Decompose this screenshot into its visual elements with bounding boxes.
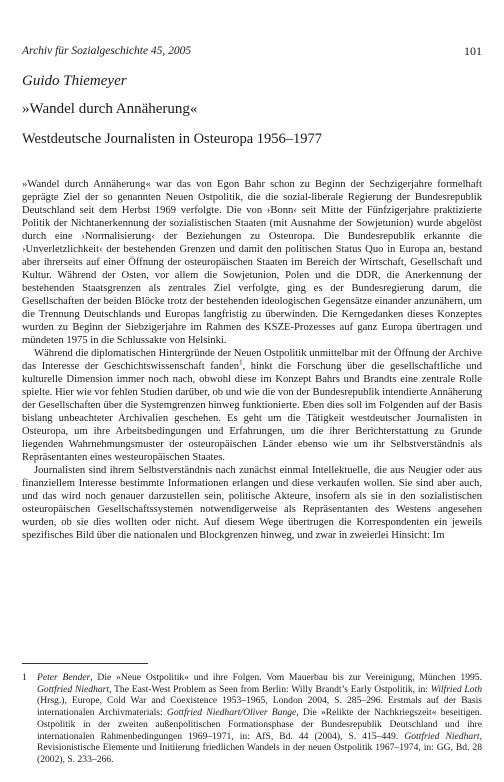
footnote-author: Gottfried Niedhart bbox=[404, 730, 480, 742]
article-author: Guido Thiemeyer bbox=[22, 73, 127, 89]
footnote-number: 1 bbox=[22, 672, 27, 683]
paragraph-3: Journalisten sind ihrem Selbstverständnis nach zunächst einmal Intellektuelle, die aus Neugier oder aus finanziellem Interesse bestimmte Informationen erlangen und diese verkaufen wollen. Sie sind aber auch, und das wird noch genauer darzustellen sein, politische Akteure, insofern als sie in den sozialistischen osteuropäischen Gesellschaftssystemen notwendigerweise als Repräsentanten des Westens angesehen wurden, ob sie dies wollten oder nicht. Auf diesem Wege übertrugen die Korrespondenten ein jeweils spezifisches Bild über die nationalen und Blockgrenzen hinweg, und zwar in zweierlei Hinsicht: Im bbox=[22, 465, 482, 541]
footnote-1 bbox=[22, 672, 482, 766]
paragraph-2-text-b: , hinkt die Forschung über die gesellschaftliche und kulturelle Dimension immer noch nach, obwohl diese im Konzept Bahrs und Brandts eine zentrale Rolle spielte. Hier wie vor fehlen Studien darüber, ob und wie die von der Bundesrepublik intendierte Annäherung der Gesellschaften über die Systemgrenzen hinweg funktionierte. Eben dies soll im Folgenden auf der Basis bislang unbeachteter Archivalien geschehen. Es geht um die Tätigkeit westdeutscher Journalisten in Osteuropa, um ihre Arbeitsbedingungen und Erfahrungen, um die ihrer Berichterstattung zu Grunde liegenden Wahrnehmungsmuster der osteuropäischen Länder ebenso wie um ihr Selbstverständnis als Repräsentanten eines westeuropäischen Staates. bbox=[22, 361, 483, 463]
paragraph-2 bbox=[22, 347, 482, 464]
paragraph-1: »Wandel durch Annäherung« war das von Egon Bahr schon zu Beginn der Sechzigerjahre formelhaft geprägte Ziel der so genannten Neuen Ostpolitik, die die sozial-liberale Regierung der Bundesrepublik Deutschland seit dem Herbst 1969 verfolgte. Die von ›Bonn‹ seit Mitte der Fünfzigerjahre praktizierte Politik der Nichtanerkennung der sozialistischen Staaten (mit Ausnahme der Sowjetunion) wurde abgelöst durch eine ›Normalisierung‹ der Beziehungen zu Osteuropa. Die Bundesrepublik erkannte die ›Unverletzlichkeit‹ der bestehenden Grenzen und damit den politischen Status Quo in Europa an, bestand aber ihrerseits auf einer Öffnung der osteuropäischen Staaten im Bereich der Wirtschaft, Gesellschaft und Kultur. Während der Osten, vor allem die Sowjetunion, Polen und die DDR, die Anerkennung der bestehenden Staatsgrenzen als zentrales Ziel verfolgte, ging es der Bundesregierung darum, die Gesellschaften der beiden Blöcke trotz der bestehenden ideologischen Gegensätze einander anzunähern, um die Trennung Deutschlands und Europas langfristig zu überwinden. Die Kerngedanken dieses Konzeptes wurden zu Beginn der Siebzigerjahre im Rahmen des KSZE-Prozesses auf ganz Europa übertragen und mündeten 1975 in die Schlussakte von Helsinki. bbox=[22, 179, 482, 346]
footnote-author: Peter Bender bbox=[37, 672, 91, 683]
footnote-segment: , Die »Neue Ostpolitik« und ihre Folgen. Vom Mauerbau bis zur Vereinigung, München 1995. bbox=[90, 672, 482, 683]
footnote-segment: (Hrsg.), Europe, Cold War and Coexistence 1953–1965, London 2004, S. 285–296. Erstmals auf der Basis internationalen Archivmaterials: bbox=[37, 695, 482, 719]
journal-citation: Archiv für Sozialgeschichte 45, 2005 bbox=[22, 45, 192, 57]
footnote-segment: , The East-West Problem as Seen from Berlin: Willy Brandt’s Early Ostpolitik, in: bbox=[109, 683, 431, 695]
page-number: 101 bbox=[464, 44, 482, 58]
footnote-author: Gottfried Niedhart bbox=[37, 683, 110, 695]
running-head bbox=[22, 44, 482, 58]
article-title: »Wandel durch Annäherung« bbox=[22, 101, 198, 117]
footnote-rule bbox=[22, 663, 148, 664]
footnote-segment: , Revisionistische Elemente und Initiierung friedlichen Wandels in der neuen Ostpolitik 1967–1974, in: GG, Bd. 28 (2002), S. 233–266. bbox=[37, 730, 483, 765]
footnote-author: Wilfried Loth bbox=[430, 683, 483, 695]
footnote-text bbox=[37, 672, 482, 766]
article-subtitle: Westdeutsche Journalisten in Osteuropa 1956–1977 bbox=[22, 131, 323, 147]
paragraph-2-text-a: Während die diplomatischen Hintergründe der Neuen Ostpolitik unmittelbar mit der Öffnung der Archive das Interesse der Geschichtswissenschaft fanden bbox=[22, 348, 482, 372]
article-body bbox=[22, 178, 482, 542]
footnote-segment: , Die »Relikte der Nachkriegszeit« beseitigen. Ostpolitik in der zweiten außenpolitischen Formationsphase der Bundesrepublik Deutschland und ihre internationalen Rahmenbedingungen 1969–1971, in: AfS, Bd. 44 (2004), S. 415–449. bbox=[37, 707, 482, 742]
footnote-author: Gottfried Niedhart/Oliver Bange bbox=[166, 707, 297, 719]
footnote-reference[interactable]: 1 bbox=[239, 358, 243, 367]
